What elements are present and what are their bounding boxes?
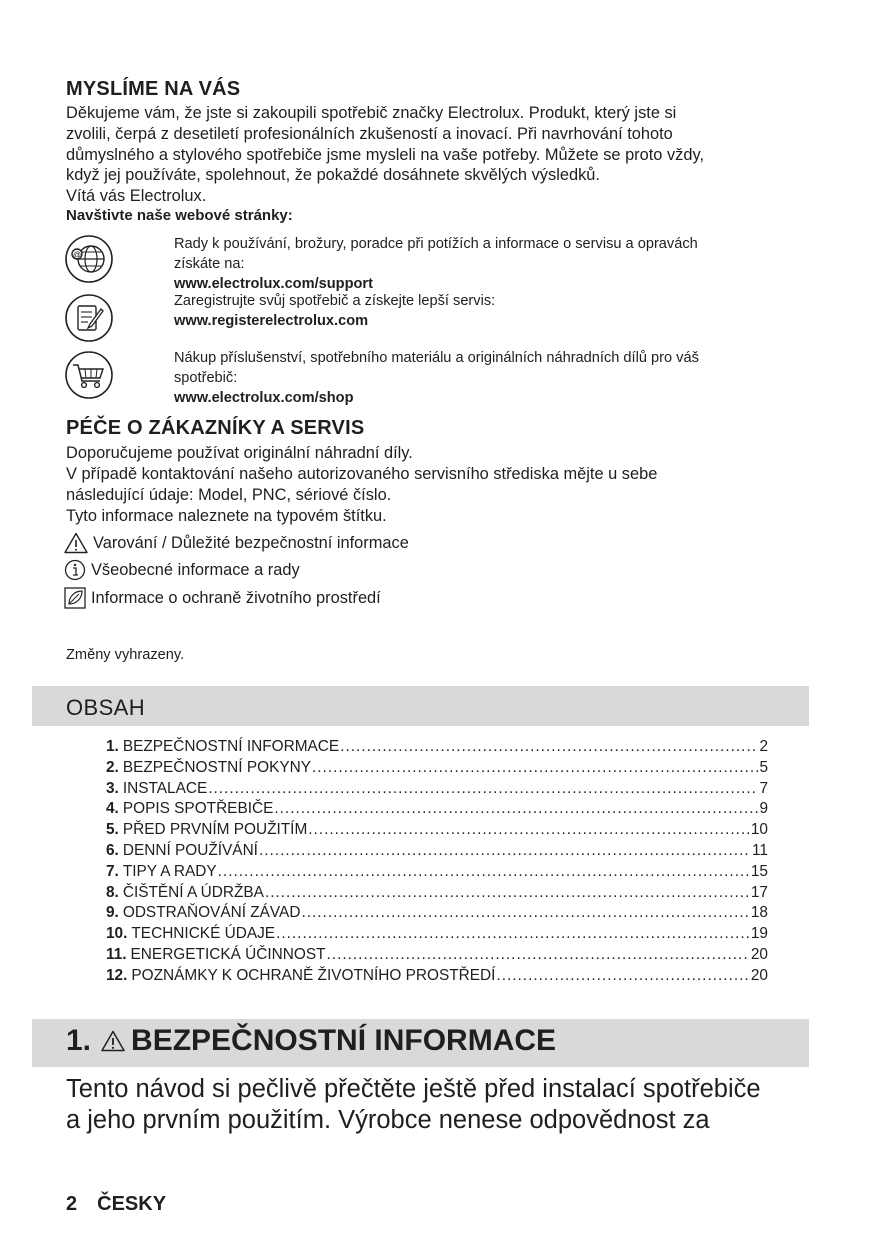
toc-entry[interactable] (106, 862, 768, 883)
page-footer (66, 1193, 166, 1216)
toc-entry-number: 9. (106, 904, 119, 922)
globe-icon (64, 234, 114, 284)
legend-environment (64, 587, 381, 609)
section-1-line: Tento návod si pečlivě přečtěte ještě před instalací spotřebiče (66, 1075, 761, 1103)
toc-entry[interactable] (106, 820, 768, 841)
toc-entry-page: 19 (750, 925, 768, 943)
toc-entry-title: ODSTRAŇOVÁNÍ ZÁVAD (122, 904, 301, 922)
care-line: Doporučujeme používat originální náhradní díly. (66, 444, 413, 462)
toc-entry-page: 17 (750, 883, 768, 901)
section-1-title (66, 1024, 556, 1058)
toc-entry-number: 10. (106, 925, 128, 943)
intro-line: důmyslného a stylového spotřebiče jsme mysleli na vaše potřeby. Můžete se proto vždy, (66, 145, 705, 164)
toc-entry-number: 2. (106, 758, 119, 776)
legend-warning-label: Varování / Důležité bezpečnostní informace (93, 533, 409, 552)
toc-dot-leader (340, 737, 758, 758)
shop-link[interactable]: www.electrolux.com/shop (174, 390, 354, 406)
support-info (174, 234, 698, 294)
toc-dot-leader (274, 799, 758, 820)
register-info (174, 291, 495, 331)
toc-entry-page: 7 (759, 779, 768, 797)
section-1-line: a jeho prvním použitím. Výrobce nenese odpovědnost za (66, 1106, 710, 1134)
environment-icon (64, 587, 86, 609)
toc-entry-title: POPIS SPOTŘEBIČE (122, 800, 274, 818)
section-1-body (66, 1074, 761, 1136)
toc-entry-page: 10 (750, 821, 768, 839)
toc-entry-number: 7. (106, 862, 119, 880)
toc-entry-number: 12. (106, 966, 128, 984)
toc-entry[interactable] (106, 966, 768, 987)
toc-entry-page: 2 (759, 738, 768, 755)
toc-entry-page: 20 (750, 945, 768, 963)
toc-entry-number: 6. (106, 841, 119, 859)
intro-text (66, 103, 826, 207)
register-icon (64, 293, 114, 343)
toc-entry[interactable] (106, 779, 768, 800)
toc-entry-number: 3. (106, 779, 119, 797)
legend-environment-label: Informace o ochraně životního prostředí (91, 588, 381, 607)
changes-note: Změny vyhrazeny. (66, 647, 185, 663)
toc-dot-leader (301, 903, 749, 924)
toc-entry-title: DENNÍ POUŽÍVÁNÍ (122, 841, 258, 859)
care-line: V případě kontaktování našeho autorizovaného servisního střediska mějte u sebe (66, 465, 658, 483)
toc-entry[interactable] (106, 799, 768, 820)
toc-entry[interactable] (106, 945, 768, 966)
toc-title: OBSAH (66, 695, 146, 720)
toc-dot-leader (496, 966, 749, 987)
register-link[interactable]: www.registerelectrolux.com (174, 313, 369, 329)
toc-dot-leader (308, 820, 750, 841)
shop-text-line: Nákup příslušenství, spotřebního materiálu a originálních náhradních dílů pro váš (174, 350, 699, 366)
shopping-cart-icon (64, 350, 114, 400)
toc-entry-title: INSTALACE (122, 779, 208, 797)
heading-customer-care: PÉČE O ZÁKAZNÍKY A SERVIS (66, 417, 365, 439)
section-1-number: 1. (66, 1024, 92, 1057)
care-line: následující údaje: Model, PNC, sériové číslo. (66, 486, 392, 504)
toc-entry[interactable] (106, 883, 768, 904)
visit-website-label: Navštivte naše webové stránky: (66, 207, 293, 224)
toc-entry[interactable] (106, 903, 768, 924)
support-text-line: Rady k používání, brožury, poradce při potížích a informace o servisu a opravách (174, 236, 698, 252)
support-link[interactable]: www.electrolux.com/support (174, 276, 373, 292)
warning-icon (101, 1030, 125, 1052)
toc-entry-page: 9 (759, 800, 768, 818)
legend-info-label: Všeobecné informace a rady (91, 560, 300, 579)
toc-entry[interactable] (106, 924, 768, 945)
toc-entry-number: 5. (106, 821, 119, 839)
toc-entry-title: BEZPEČNOSTNÍ INFORMACE (122, 738, 340, 755)
toc-entry-number: 1. (106, 738, 119, 755)
shop-text-line: spotřebič: (174, 370, 238, 386)
section-1-heading: BEZPEČNOSTNÍ INFORMACE (131, 1024, 557, 1057)
footer-language: ČESKY (97, 1193, 167, 1215)
toc-entry-page: 11 (752, 841, 768, 859)
customer-care-text (66, 443, 657, 527)
shop-info (174, 348, 699, 408)
toc-entry-title: BEZPEČNOSTNÍ POKYNY (122, 758, 311, 776)
toc-header-bar (32, 686, 809, 726)
heading-mysline-na-vas: MYSLÍME NA VÁS (66, 78, 241, 100)
toc-entry-title: TIPY A RADY (122, 862, 217, 880)
toc-dot-leader (276, 924, 750, 945)
care-line: Tyto informace naleznete na typovém štítku. (66, 507, 387, 525)
support-text-line: získáte na: (174, 256, 245, 272)
page-number: 2 (66, 1193, 78, 1215)
intro-line: když jej používáte, spolehnout, že pokaždé dosáhnete skvělých výsledků. (66, 166, 600, 185)
intro-line: zvolili, čerpá z desetiletí profesionálních zkušeností a inovací. Při navrhování tohoto (66, 124, 673, 143)
toc-dot-leader (208, 779, 758, 800)
toc-entry-number: 8. (106, 883, 119, 901)
legend-warning (64, 532, 409, 554)
toc-entry-title: ENERGETICKÁ ÚČINNOST (130, 945, 326, 963)
intro-line: Vítá vás Electrolux. (66, 187, 207, 206)
toc-dot-leader (312, 758, 758, 779)
legend-info (64, 559, 300, 581)
toc-entry-title: TECHNICKÉ ÚDAJE (131, 925, 276, 943)
toc-entry-page: 15 (750, 862, 768, 880)
toc-entry[interactable] (106, 737, 768, 758)
info-icon (64, 559, 86, 581)
svg-text:@: @ (73, 250, 81, 260)
warning-icon (64, 532, 88, 554)
toc-dot-leader (265, 883, 750, 904)
toc-dot-leader (259, 841, 751, 862)
toc-dot-leader (327, 945, 750, 966)
toc-entry-number: 4. (106, 800, 119, 818)
toc-dot-leader (218, 862, 750, 883)
toc-entry-page: 20 (750, 966, 768, 984)
toc-entry-title: PŘED PRVNÍM POUŽITÍM (122, 821, 308, 839)
table-of-contents (106, 737, 768, 987)
toc-entry-title: ČIŠTĚNÍ A ÚDRŽBA (122, 883, 264, 901)
toc-entry[interactable] (106, 841, 768, 862)
toc-entry-page: 5 (759, 758, 768, 776)
register-text-line: Zaregistrujte svůj spotřebič a získejte lepší servis: (174, 293, 496, 309)
toc-entry-page: 18 (750, 904, 768, 922)
toc-entry-number: 11. (106, 945, 127, 963)
toc-entry[interactable] (106, 758, 768, 779)
toc-entry-title: POZNÁMKY K OCHRANĚ ŽIVOTNÍHO PROSTŘEDÍ (131, 966, 496, 984)
intro-line: Děkujeme vám, že jste si zakoupili spotřebič značky Electrolux. Produkt, který jste si (66, 104, 677, 122)
